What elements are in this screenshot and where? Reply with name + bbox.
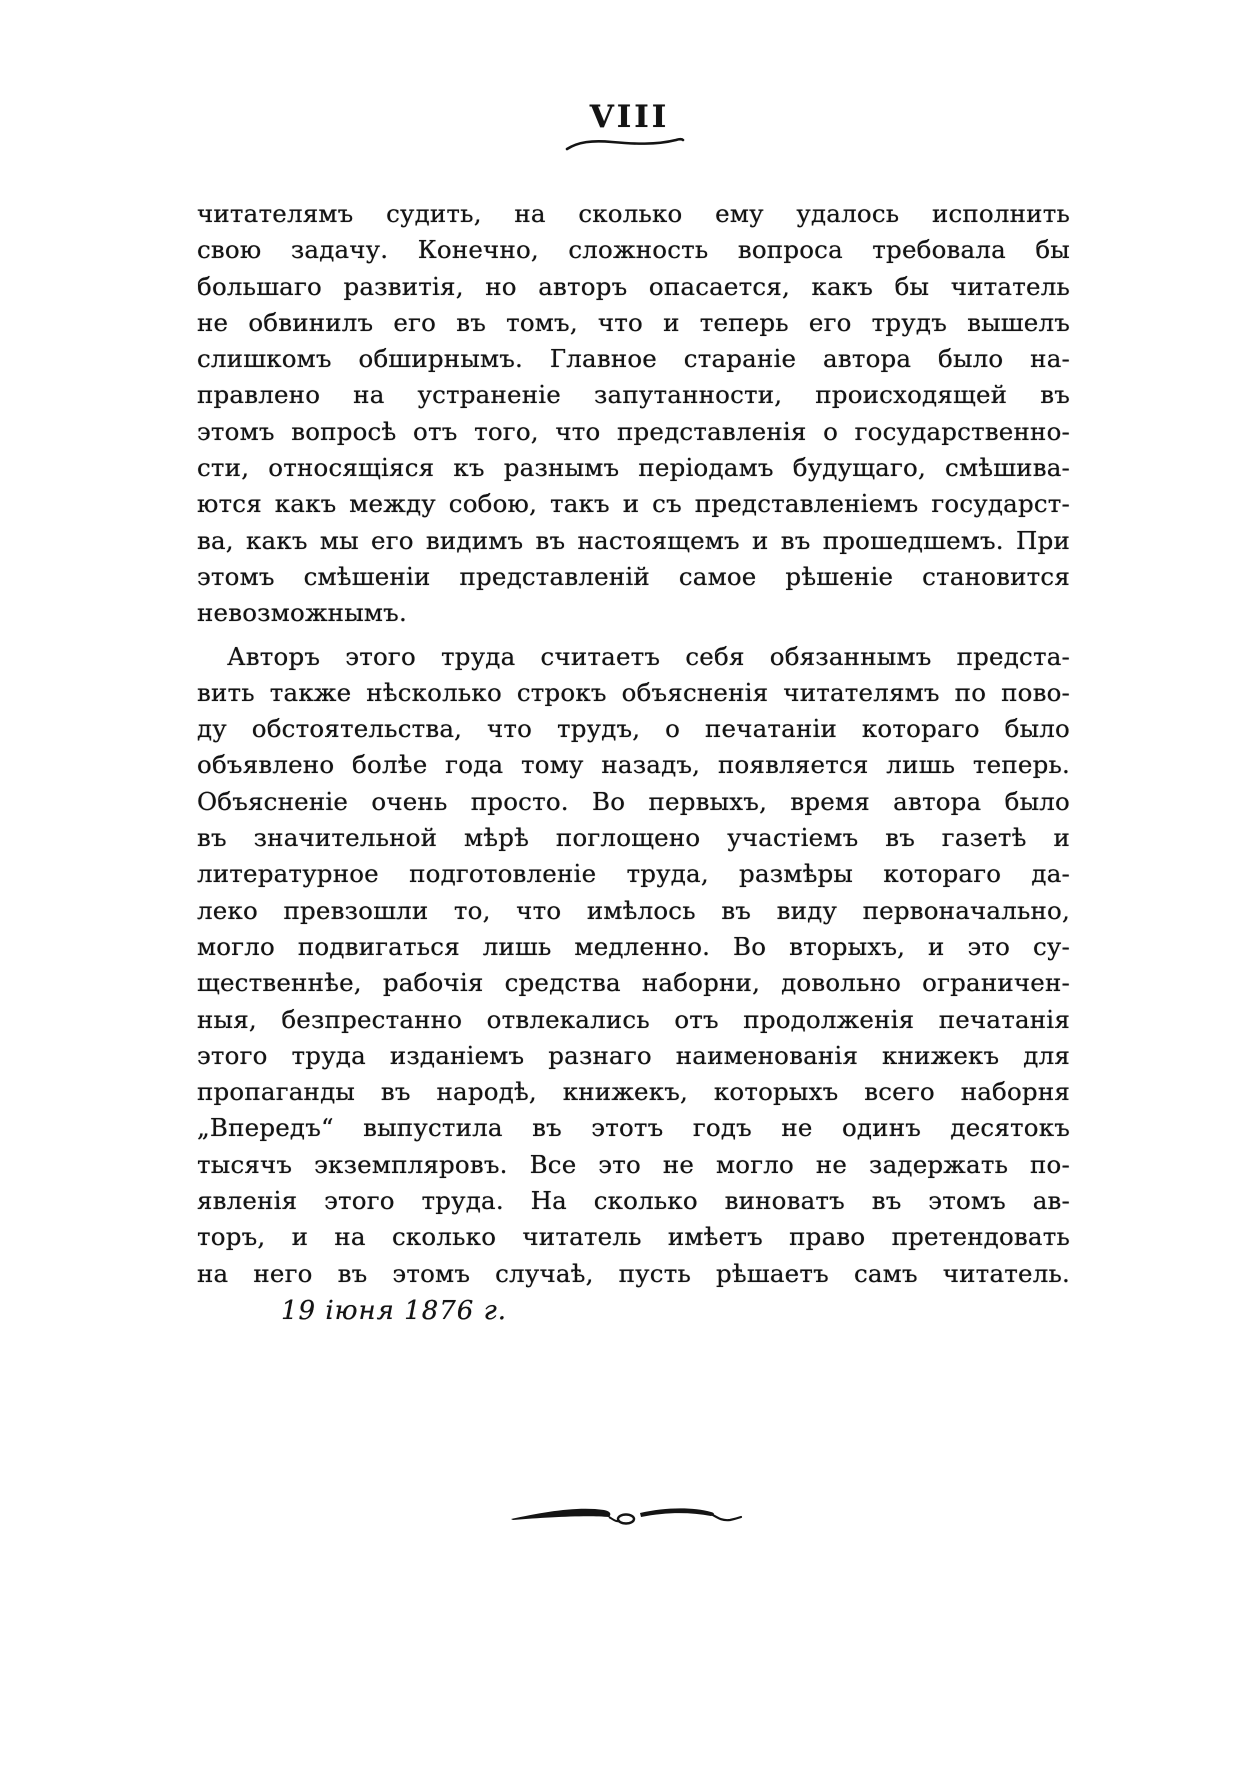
text-line: ныя, безпрестанно отвлекались отъ продолженія печатанія bbox=[197, 1004, 1070, 1034]
text-line: этого труда изданіемъ разнаго наименованія книжекъ для bbox=[197, 1040, 1070, 1070]
text-line: этомъ смѣшеніи представленій самое рѣшеніе становится bbox=[197, 561, 1070, 591]
text-line: на него въ этомъ случаѣ, пусть рѣшаетъ самъ читатель. bbox=[197, 1258, 1070, 1288]
text-line: этомъ вопросѣ отъ того, что представленія о государственно- bbox=[197, 416, 1070, 446]
text-line: ются какъ между собою, такъ и съ представленіемъ государст- bbox=[197, 489, 1070, 519]
text-line: тысячъ экземпляровъ. Все это не могло не задержать по- bbox=[197, 1149, 1070, 1179]
text-line: объявлено болѣе года тому назадъ, появляется лишь теперь. bbox=[197, 750, 1070, 780]
text-line: большаго развитія, но авторъ опасается, какъ бы читатель bbox=[197, 271, 1070, 301]
text-block bbox=[197, 196, 1070, 1292]
text-line: Объясненіе очень просто. Во первыхъ, время автора было bbox=[197, 786, 1070, 816]
page-number-underline-flourish bbox=[564, 135, 686, 153]
text-line: леко превзошли то, что имѣлось въ виду первоначально, bbox=[197, 895, 1070, 925]
text-line: ва, какъ мы его видимъ въ настоящемъ и въ прошедшемъ. При bbox=[197, 525, 1070, 555]
text-line: „Впередъ“ выпустила въ этотъ годъ не одинъ десятокъ bbox=[197, 1113, 1070, 1143]
text-line: Авторъ этого труда считаетъ себя обязаннымъ предста- bbox=[227, 641, 1070, 671]
text-line: щественнѣе, рабочія средства наборни, довольно ограничен- bbox=[197, 968, 1070, 998]
text-line: явленія этого труда. На сколько виноватъ въ этомъ ав- bbox=[197, 1186, 1070, 1216]
text-line: читателямъ судить, на сколько ему удалось исполнить bbox=[197, 199, 1070, 228]
paragraph bbox=[197, 196, 1070, 632]
text-line: ду обстоятельства, что трудъ, о печатаніи котораго было bbox=[197, 714, 1070, 744]
text-line: свою задачу. Конечно, сложность вопроса требовала бы bbox=[197, 235, 1070, 265]
text-line: пропаганды въ народѣ, книжекъ, которыхъ всего наборня bbox=[197, 1077, 1070, 1107]
text-line: не обвинилъ его въ томъ, что и теперь его трудъ вышелъ bbox=[197, 307, 1070, 337]
text-line: въ значительной мѣрѣ поглощено участіемъ въ газетѣ и bbox=[197, 823, 1070, 853]
text-line: могло подвигаться лишь медленно. Во вторыхъ, и это су- bbox=[197, 931, 1070, 961]
text-line: невозможнымъ. bbox=[197, 598, 407, 628]
text-line: торъ, и на сколько читатель имѣетъ право претендовать bbox=[197, 1222, 1070, 1252]
text-line: вить также нѣсколько строкъ объясненія читателямъ по пово- bbox=[197, 677, 1070, 707]
page-header bbox=[574, 100, 686, 153]
dateline: 19 іюня 1876 г. bbox=[281, 1296, 507, 1326]
text-line: правлено на устраненіе запутанности, происходящей въ bbox=[197, 380, 1070, 410]
paragraph bbox=[197, 639, 1070, 1292]
text-line: слишкомъ обширнымъ. Главное стараніе автора было на- bbox=[197, 344, 1070, 374]
text-line: литературное подготовленіе труда, размѣры котораго да- bbox=[197, 859, 1070, 889]
text-line: сти, относящіяся къ разнымъ періодамъ будущаго, смѣшива- bbox=[197, 453, 1070, 483]
page-number: VIII bbox=[589, 99, 670, 135]
decorative-flourish bbox=[508, 1496, 744, 1530]
